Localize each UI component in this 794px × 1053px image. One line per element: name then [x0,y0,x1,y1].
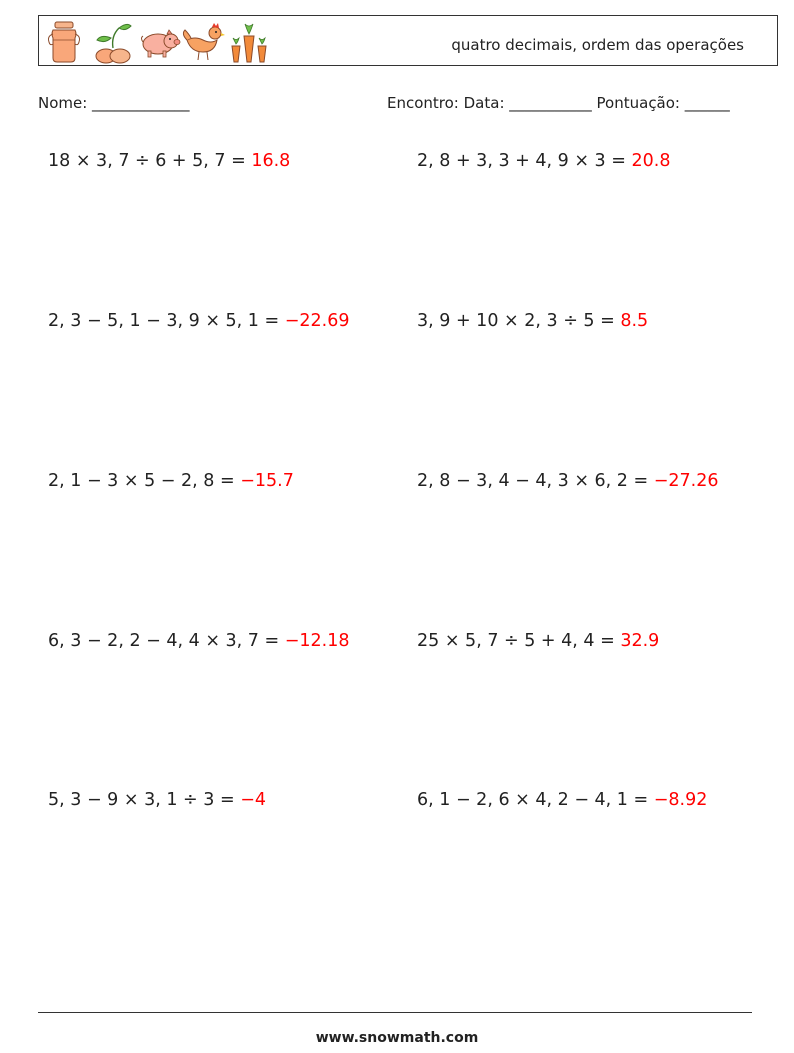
problem-3 [48,311,350,331]
problem-answer: −12.18 [284,631,350,651]
problem-expression: 6, 1 − 2, 6 × 4, 2 − 4, 1 = [417,790,654,810]
pig-icon [139,20,181,64]
problem-expression: 2, 8 − 3, 4 − 4, 3 × 6, 2 = [417,471,654,491]
problem-10 [417,790,707,810]
footer-divider [38,1012,752,1013]
problem-9 [48,790,266,810]
peach-icon [93,20,133,64]
problem-2 [417,151,670,171]
meeting-score-field: Encontro: Data: ___________ Pontuação: ______ [387,94,730,112]
worksheet-header [38,15,778,66]
problem-expression: 6, 3 − 2, 2 − 4, 4 × 3, 7 = [48,631,285,651]
problem-8 [417,631,659,651]
problem-1 [48,151,290,171]
problem-expression: 18 × 3, 7 ÷ 6 + 5, 7 = [48,151,252,171]
worksheet-title: quatro decimais, ordem das operações [451,36,744,54]
problem-answer: 8.5 [620,311,649,331]
jug-icon [47,20,81,64]
problem-expression: 3, 9 + 10 × 2, 3 ÷ 5 = [417,311,621,331]
problem-answer: −4 [240,790,267,810]
problem-answer: −22.69 [284,311,350,331]
problem-expression: 25 × 5, 7 ÷ 5 + 4, 4 = [417,631,621,651]
name-field: Nome: _____________ [38,94,190,112]
problem-answer: −27.26 [653,471,719,491]
footer-url: www.snowmath.com [315,1030,479,1046]
problem-expression: 2, 1 − 3 × 5 − 2, 8 = [48,471,241,491]
problem-answer: 16.8 [251,151,291,171]
problem-5 [48,471,294,491]
hen-icon [181,20,225,64]
problem-expression: 2, 8 + 3, 3 + 4, 9 × 3 = [417,151,632,171]
problem-answer: −8.92 [653,790,708,810]
problem-expression: 5, 3 − 9 × 3, 1 ÷ 3 = [48,790,241,810]
problem-7 [48,631,350,651]
problem-4 [417,311,648,331]
problem-6 [417,471,719,491]
problem-answer: 32.9 [620,631,660,651]
carrots-icon [229,20,269,64]
problem-expression: 2, 3 − 5, 1 − 3, 9 × 5, 1 = [48,311,285,331]
problem-answer: 20.8 [631,151,671,171]
problem-answer: −15.7 [240,471,294,491]
